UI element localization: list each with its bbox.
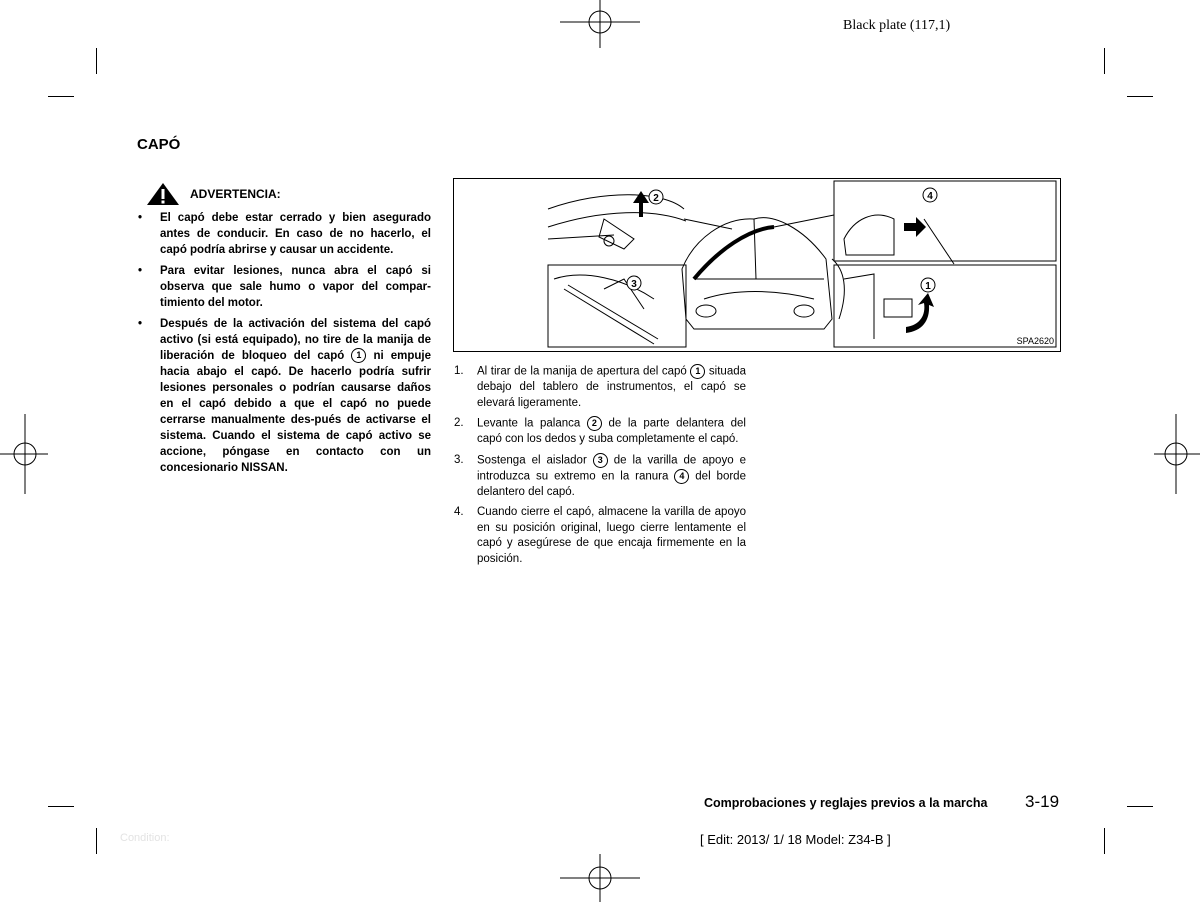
warning-header	[146, 182, 446, 206]
hood-diagram	[454, 179, 1060, 351]
callout-3: 3	[593, 453, 608, 468]
warning-item: • Después de la activación del sistema del capó activo (si está equipado), no tire de la manija de liberación de bloqueo del capó 1 ni empuje hacia abajo el capó. De hacerlo podría sufrir lesiones personales o podrían causarse daños en el capó debido a que el capó no puede cerrarse manualmente des-pués de activarse el sistema. Cuando el sistema de capó activo se accione, póngase en contacto con un concesionario NISSAN.	[138, 318, 431, 474]
step-item: 4. Cuando cierre el capó, almacene la varilla de apoyo en su posición original, luego cierre lentamente el capó y asegúrese de que encaja firmemente en la posición.	[454, 506, 746, 565]
page-number: 3-19	[1025, 792, 1060, 811]
steps-list	[454, 364, 746, 572]
condition-label: Condition:	[120, 832, 170, 844]
registration-mark-top	[560, 0, 640, 50]
callout-4-text: 4	[927, 191, 933, 202]
hood-illustration	[453, 178, 1061, 352]
callout-1-text: 1	[925, 281, 931, 292]
registration-mark-left	[0, 414, 50, 494]
callout-4: 4	[674, 469, 689, 484]
edit-info: [ Edit: 2013/ 1/ 18 Model: Z34-B ]	[700, 832, 891, 847]
prop-rod-panel	[548, 265, 686, 347]
step-item: 2. Levante la palanca 2 de la parte delantera del capó con los dedos y suba completamente el capó.	[454, 417, 746, 446]
open-hood-stroke	[694, 227, 774, 279]
hood-slot-panel	[834, 181, 1056, 261]
car-drawing	[682, 218, 844, 329]
registration-mark-bottom	[560, 852, 640, 902]
bullet-icon: •	[138, 265, 143, 277]
section-title: CAPÓ	[137, 136, 181, 153]
insert-arrow-icon	[904, 217, 926, 237]
warning-item: • Para evitar lesiones, nunca abra el capó si observa que sale humo o vapor del compar-timiento del motor.	[138, 265, 431, 309]
callout-2: 2	[587, 416, 602, 431]
warning-item: • El capó debe estar cerrado y bien asegurado antes de conducir. En caso de no hacerlo, el capó podría abrirse y causar un accidente.	[138, 212, 431, 256]
warning-label: ADVERTENCIA:	[190, 187, 281, 201]
black-plate-label: Black plate (117,1)	[843, 18, 951, 33]
warning-icon	[146, 182, 180, 206]
callout-3-text: 3	[631, 279, 637, 290]
registration-mark-right	[1152, 414, 1200, 494]
warning-list	[138, 210, 431, 481]
figure-code: SPA2620	[1016, 336, 1054, 346]
callout-1: 1	[351, 348, 366, 363]
bullet-icon: •	[138, 318, 143, 330]
release-handle-panel	[834, 265, 1056, 347]
footer-section-title: Comprobaciones y reglajes previos a la marcha	[704, 796, 988, 810]
callout-2-text: 2	[653, 193, 659, 204]
callout-1: 1	[690, 364, 705, 379]
bullet-icon: •	[138, 212, 143, 224]
step-item: 3. Sostenga el aislador 3 de la varilla de apoyo e introduzca su extremo en la ranura 4 del borde delantero del capó.	[454, 453, 746, 498]
step-item: 1. Al tirar de la manija de apertura del capó 1 situada debajo del tablero de instrumentos, el capó se elevará ligeramente.	[454, 365, 747, 409]
